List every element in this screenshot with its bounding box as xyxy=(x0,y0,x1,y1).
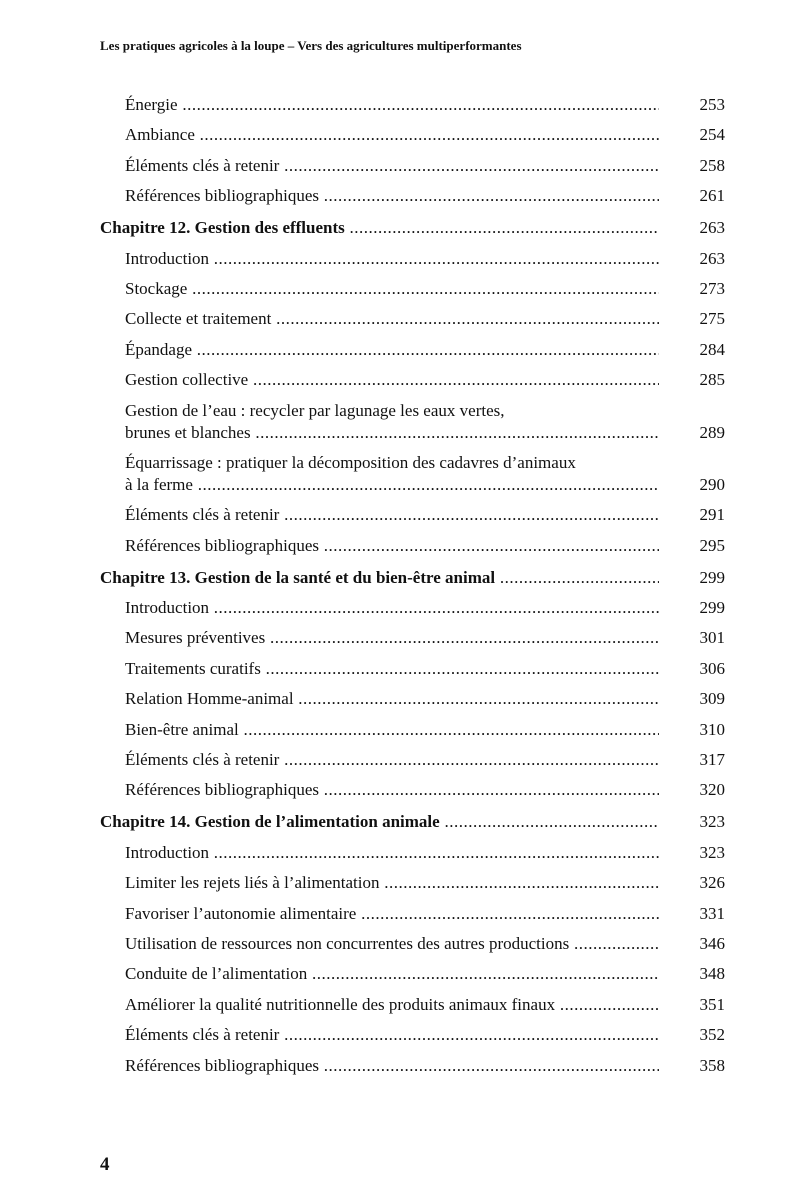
toc-entry-elements-cles[interactable] xyxy=(100,155,725,177)
toc-entry-page: 275 xyxy=(699,309,725,329)
toc-entry-energie[interactable] xyxy=(100,94,725,116)
toc-entry-title: Éléments clés à retenir ..... xyxy=(125,749,659,771)
toc-entry-equarrissage[interactable] xyxy=(100,452,725,496)
toc-entry-title-line1: Gestion de l’eau : recycler par lagunage les eaux vertes, xyxy=(125,400,505,420)
toc-entry-page: 289 xyxy=(699,422,725,442)
toc-entry-page: 258 xyxy=(699,155,725,175)
toc-entry-title: Références bibliographiques ..... xyxy=(125,1055,659,1077)
toc-entry-page: 352 xyxy=(699,1025,725,1045)
toc-entry-page: 254 xyxy=(699,125,725,145)
toc-entry-title: Mesures préventives ..... xyxy=(125,627,659,649)
toc-entry-ambiance[interactable] xyxy=(100,124,725,146)
table-of-contents xyxy=(100,94,725,1085)
toc-entry-page: 284 xyxy=(699,339,725,359)
toc-entry-title: Collecte et traitement ..... xyxy=(125,308,659,330)
toc-entry-title: Éléments clés à retenir ..... xyxy=(125,155,659,177)
toc-entry-page: 295 xyxy=(699,535,725,555)
toc-entry-title-line2: brunes et blanches ..... xyxy=(125,422,659,444)
toc-entry-gestion-collective[interactable] xyxy=(100,369,725,391)
toc-entry-limiter-rejets[interactable] xyxy=(100,872,725,894)
toc-entry-elements-cles[interactable] xyxy=(100,1024,725,1046)
toc-entry-title-line2: à la ferme ..... xyxy=(125,474,659,496)
running-header: Les pratiques agricoles à la loupe – Vers des agricultures multiperformantes xyxy=(100,38,522,53)
toc-entry-page: 306 xyxy=(699,658,725,678)
toc-entry-relation-homme-animal[interactable] xyxy=(100,688,725,710)
toc-entry-title: Traitements curatifs ..... xyxy=(125,658,659,680)
toc-entry-mesures-preventives[interactable] xyxy=(100,627,725,649)
toc-entry-title: Stockage ..... xyxy=(125,278,659,300)
toc-entry-references[interactable] xyxy=(100,185,725,207)
toc-entry-references[interactable] xyxy=(100,779,725,801)
toc-entry-references[interactable] xyxy=(100,1055,725,1077)
toc-entry-page: 290 xyxy=(699,474,725,494)
toc-entry-title: Bien-être animal ..... xyxy=(125,719,659,741)
toc-entry-qualite-nutritionnelle[interactable] xyxy=(100,994,725,1016)
toc-chapter-12[interactable] xyxy=(100,217,725,239)
toc-entry-page: 320 xyxy=(699,780,725,800)
toc-entry-title: Éléments clés à retenir ..... xyxy=(125,504,659,526)
toc-entry-page: 301 xyxy=(699,628,725,648)
toc-entry-title: Éléments clés à retenir ..... xyxy=(125,1024,659,1046)
chapter-page: 263 xyxy=(699,218,725,238)
toc-entry-ressources-non-concurrentes[interactable] xyxy=(100,933,725,955)
toc-entry-page: 299 xyxy=(699,598,725,618)
toc-entry-page: 326 xyxy=(699,873,725,893)
toc-entry-page: 310 xyxy=(699,719,725,739)
toc-entry-page: 309 xyxy=(699,689,725,709)
toc-entry-references[interactable] xyxy=(100,535,725,557)
chapter-title: Chapitre 14. Gestion de l’alimentation animale ..... xyxy=(100,811,659,833)
toc-entry-stockage[interactable] xyxy=(100,278,725,300)
chapter-title: Chapitre 13. Gestion de la santé et du bien-être animal ..... xyxy=(100,567,659,589)
toc-entry-title xyxy=(125,400,659,444)
toc-entry-title: Références bibliographiques ..... xyxy=(125,779,659,801)
page-number: 4 xyxy=(100,1154,110,1175)
toc-entry-title: Conduite de l’alimentation ..... xyxy=(125,963,659,985)
toc-entry-title: Introduction ..... xyxy=(125,597,659,619)
toc-entry-elements-cles[interactable] xyxy=(100,504,725,526)
toc-entry-conduite-alimentation[interactable] xyxy=(100,963,725,985)
toc-entry-title: Utilisation de ressources non concurrentes des autres productions ..... xyxy=(125,933,659,955)
toc-entry-title: Relation Homme-animal ..... xyxy=(125,688,659,710)
toc-entry-page: 351 xyxy=(699,994,725,1014)
chapter-title: Chapitre 12. Gestion des effluents ..... xyxy=(100,217,659,239)
toc-entry-title: Références bibliographiques ..... xyxy=(125,535,659,557)
toc-entry-title: Ambiance ..... xyxy=(125,124,659,146)
toc-entry-title: Gestion collective ..... xyxy=(125,369,659,391)
toc-entry-title: Introduction ..... xyxy=(125,248,659,270)
toc-entry-page: 285 xyxy=(699,370,725,390)
toc-entry-page: 348 xyxy=(699,964,725,984)
toc-entry-page: 261 xyxy=(699,186,725,206)
chapter-page: 299 xyxy=(699,567,725,587)
toc-entry-title: Limiter les rejets liés à l’alimentation ..... xyxy=(125,872,659,894)
toc-entry-traitements-curatifs[interactable] xyxy=(100,658,725,680)
toc-entry-title: Épandage ..... xyxy=(125,339,659,361)
toc-entry-page: 263 xyxy=(699,248,725,268)
toc-entry-title: Références bibliographiques ..... xyxy=(125,185,659,207)
toc-entry-autonomie-alimentaire[interactable] xyxy=(100,903,725,925)
toc-chapter-13[interactable] xyxy=(100,567,725,589)
chapter-page: 323 xyxy=(699,812,725,832)
toc-entry-epandage[interactable] xyxy=(100,339,725,361)
toc-entry-title xyxy=(125,452,659,496)
toc-entry-title: Énergie ..... xyxy=(125,94,659,116)
toc-entry-introduction[interactable] xyxy=(100,597,725,619)
toc-entry-elements-cles[interactable] xyxy=(100,749,725,771)
toc-entry-page: 291 xyxy=(699,505,725,525)
toc-entry-page: 323 xyxy=(699,842,725,862)
toc-entry-title-line1: Équarrissage : pratiquer la décomposition des cadavres d’animaux xyxy=(125,452,576,472)
toc-entry-introduction[interactable] xyxy=(100,248,725,270)
toc-entry-title: Favoriser l’autonomie alimentaire ..... xyxy=(125,903,659,925)
toc-entry-title: Améliorer la qualité nutritionnelle des produits animaux finaux ..... xyxy=(125,994,659,1016)
toc-entry-gestion-eau[interactable] xyxy=(100,400,725,444)
toc-chapter-14[interactable] xyxy=(100,811,725,833)
toc-entry-page: 331 xyxy=(699,903,725,923)
toc-entry-page: 273 xyxy=(699,278,725,298)
toc-entry-introduction[interactable] xyxy=(100,842,725,864)
toc-entry-page: 253 xyxy=(699,95,725,114)
toc-entry-collecte[interactable] xyxy=(100,308,725,330)
toc-entry-page: 317 xyxy=(699,750,725,770)
toc-entry-page: 346 xyxy=(699,933,725,953)
toc-entry-title: Introduction ..... xyxy=(125,842,659,864)
toc-entry-bien-etre-animal[interactable] xyxy=(100,719,725,741)
toc-entry-page: 358 xyxy=(699,1055,725,1075)
